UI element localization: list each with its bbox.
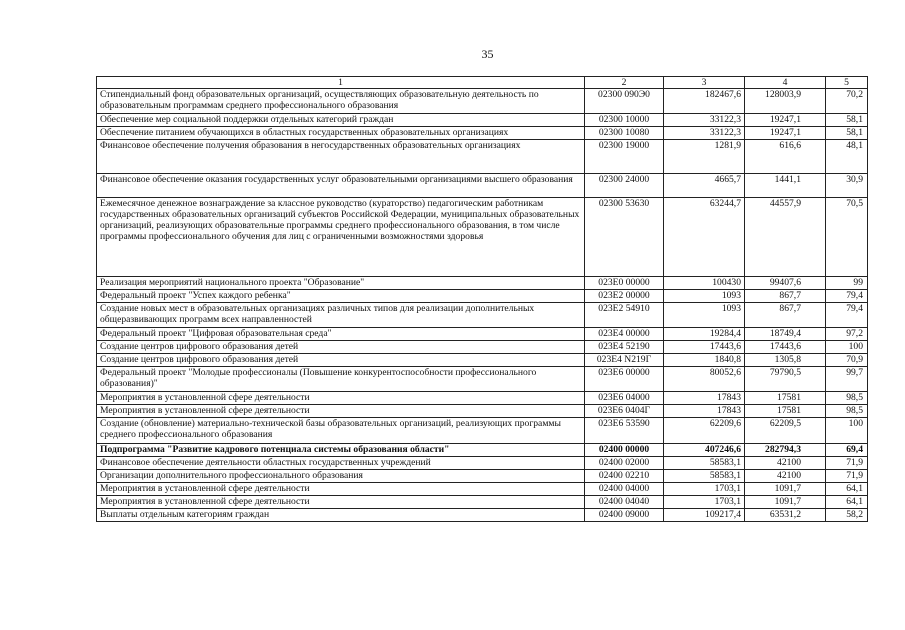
row-percent-cell: 79,4 [826, 290, 868, 303]
row-code-cell: 023Е0 00000 [585, 277, 664, 290]
table-row [97, 114, 868, 127]
row-percent-cell: 79,4 [826, 303, 868, 328]
page-number: 35 [481, 47, 494, 61]
table-row [97, 367, 868, 392]
table-row [97, 290, 868, 303]
table-row [97, 140, 868, 174]
row-name-cell: Мероприятия в установленной сфере деятельности [97, 392, 585, 405]
table-row [97, 89, 868, 114]
row-code-cell: 023Е4 N219Г [585, 354, 664, 367]
row-percent-cell: 64,1 [826, 496, 868, 509]
row-code-cell: 02400 04040 [585, 496, 664, 509]
row-fact-cell: 867,7 [745, 290, 826, 303]
row-name-cell: Мероприятия в установленной сфере деятельности [97, 483, 585, 496]
row-plan-cell: 407246,6 [664, 444, 745, 457]
row-fact-cell: 867,7 [745, 303, 826, 328]
row-percent-cell: 97,2 [826, 328, 868, 341]
table-row [97, 392, 868, 405]
row-plan-cell: 17843 [664, 405, 745, 418]
row-percent-cell: 58,2 [826, 509, 868, 522]
row-plan-cell: 1093 [664, 303, 745, 328]
row-fact-cell: 42100 [745, 470, 826, 483]
row-plan-cell: 1703,1 [664, 483, 745, 496]
table-row [97, 303, 868, 328]
row-name-cell: Создание новых мест в образовательных организациях различных типов для реализации дополнительных общеразвивающих программ всех направленностей [97, 303, 585, 328]
table-header-row [97, 77, 868, 89]
row-name-cell: Обеспечение питанием обучающихся в областных государственных образовательных организациях [97, 127, 585, 140]
row-name-cell: Мероприятия в установленной сфере деятельности [97, 496, 585, 509]
row-plan-cell: 4665,7 [664, 174, 745, 198]
row-fact-cell: 63531,2 [745, 509, 826, 522]
row-plan-cell: 58583,1 [664, 457, 745, 470]
row-code-cell: 02400 02210 [585, 470, 664, 483]
row-code-cell: 023Е2 00000 [585, 290, 664, 303]
table-row [97, 470, 868, 483]
row-fact-cell: 1305,8 [745, 354, 826, 367]
row-name-cell: Федеральный проект "Цифровая образовательная среда" [97, 328, 585, 341]
row-name-cell: Финансовое обеспечение деятельности областных государственных учреждений [97, 457, 585, 470]
row-code-cell: 023Е6 0404Г [585, 405, 664, 418]
row-code-cell: 023Е4 52190 [585, 341, 664, 354]
table-row [97, 341, 868, 354]
row-name-cell: Мероприятия в установленной сфере деятельности [97, 405, 585, 418]
row-plan-cell: 17443,6 [664, 341, 745, 354]
row-fact-cell: 19247,1 [745, 127, 826, 140]
row-code-cell: 02300 10080 [585, 127, 664, 140]
row-code-cell: 02400 00000 [585, 444, 664, 457]
row-code-cell: 023Е6 00000 [585, 367, 664, 392]
row-plan-cell: 1281,9 [664, 140, 745, 174]
row-code-cell: 023Е6 53590 [585, 418, 664, 444]
table-row [97, 405, 868, 418]
row-fact-cell: 19247,1 [745, 114, 826, 127]
row-percent-cell: 98,5 [826, 392, 868, 405]
header-cell: 1 [97, 77, 585, 89]
row-fact-cell: 44557,9 [745, 198, 826, 277]
row-code-cell: 02400 02000 [585, 457, 664, 470]
row-code-cell: 02300 53630 [585, 198, 664, 277]
row-percent-cell: 71,9 [826, 457, 868, 470]
row-percent-cell: 98,5 [826, 405, 868, 418]
header-cell: 2 [585, 77, 664, 89]
row-percent-cell: 58,1 [826, 114, 868, 127]
table-row [97, 174, 868, 198]
row-name-cell: Финансовое обеспечение получения образования в негосударственных образовательных организациях [97, 140, 585, 174]
row-plan-cell: 33122,3 [664, 127, 745, 140]
row-percent-cell: 58,1 [826, 127, 868, 140]
row-name-cell: Подпрограмма "Развитие кадрового потенциала системы образования области" [97, 444, 585, 457]
row-plan-cell: 1840,8 [664, 354, 745, 367]
row-plan-cell: 17843 [664, 392, 745, 405]
row-percent-cell: 70,2 [826, 89, 868, 114]
row-percent-cell: 48,1 [826, 140, 868, 174]
row-percent-cell: 69,4 [826, 444, 868, 457]
row-name-cell: Обеспечение мер социальной поддержки отдельных категорий граждан [97, 114, 585, 127]
header-cell: 4 [745, 77, 826, 89]
table-row [97, 277, 868, 290]
row-name-cell: Организации дополнительного профессионального образования [97, 470, 585, 483]
row-fact-cell: 18749,4 [745, 328, 826, 341]
row-fact-cell: 17581 [745, 392, 826, 405]
row-name-cell: Федеральный проект "Молодые профессионалы (Повышение конкурентоспособности профессионального образования)" [97, 367, 585, 392]
row-fact-cell: 282794,3 [745, 444, 826, 457]
table-row [97, 483, 868, 496]
row-plan-cell: 19284,4 [664, 328, 745, 341]
row-plan-cell: 1093 [664, 290, 745, 303]
row-fact-cell: 79790,5 [745, 367, 826, 392]
table-row [97, 354, 868, 367]
row-code-cell: 02300 10000 [585, 114, 664, 127]
row-fact-cell: 42100 [745, 457, 826, 470]
row-percent-cell: 99 [826, 277, 868, 290]
row-plan-cell: 1703,1 [664, 496, 745, 509]
row-percent-cell: 71,9 [826, 470, 868, 483]
row-percent-cell: 30,9 [826, 174, 868, 198]
row-fact-cell: 1441,1 [745, 174, 826, 198]
row-fact-cell: 99407,6 [745, 277, 826, 290]
row-plan-cell: 109217,4 [664, 509, 745, 522]
row-code-cell: 02300 090Э0 [585, 89, 664, 114]
table-row [97, 496, 868, 509]
row-name-cell: Создание (обновление) материально-технической базы образовательных организаций, реализующих программы среднего профессионального образования [97, 418, 585, 444]
row-name-cell: Создание центров цифрового образования детей [97, 341, 585, 354]
table-row [97, 418, 868, 444]
row-code-cell: 023Е4 00000 [585, 328, 664, 341]
row-name-cell: Финансовое обеспечение оказания государственных услуг образовательными организациями высшего образования [97, 174, 585, 198]
table-row [97, 328, 868, 341]
row-plan-cell: 33122,3 [664, 114, 745, 127]
table-row [97, 198, 868, 277]
row-plan-cell: 182467,6 [664, 89, 745, 114]
row-plan-cell: 58583,1 [664, 470, 745, 483]
row-name-cell: Выплаты отдельным категориям граждан [97, 509, 585, 522]
row-code-cell: 02400 04000 [585, 483, 664, 496]
row-percent-cell: 70,9 [826, 354, 868, 367]
row-fact-cell: 62209,5 [745, 418, 826, 444]
header-cell: 5 [826, 77, 868, 89]
row-fact-cell: 17443,6 [745, 341, 826, 354]
row-plan-cell: 62209,6 [664, 418, 745, 444]
row-name-cell: Стипендиальный фонд образовательных организаций, осуществляющих образовательную деятельность по образовательным программам среднего профессионального образования [97, 89, 585, 114]
table-row [97, 127, 868, 140]
row-percent-cell: 64,1 [826, 483, 868, 496]
row-code-cell: 02300 24000 [585, 174, 664, 198]
row-fact-cell: 1091,7 [745, 483, 826, 496]
table-row [97, 444, 868, 457]
row-plan-cell: 100430 [664, 277, 745, 290]
row-code-cell: 02300 19000 [585, 140, 664, 174]
row-percent-cell: 99,7 [826, 367, 868, 392]
row-fact-cell: 17581 [745, 405, 826, 418]
row-percent-cell: 70,5 [826, 198, 868, 277]
row-name-cell: Федеральный проект "Успех каждого ребенка" [97, 290, 585, 303]
row-name-cell: Ежемесячное денежное вознаграждение за классное руководство (кураторство) педагогическим работникам государственных образовательных организаций субъектов Российской Федерации, муниципальных образовательных организаций, реализующих образовательные программы среднего профессионального образования, в том числе программы профессионального обучения для лиц с ограниченными возможностями здоровья [97, 198, 585, 277]
row-name-cell: Создание центров цифрового образования детей [97, 354, 585, 367]
row-code-cell: 023Е2 54910 [585, 303, 664, 328]
row-name-cell: Реализация мероприятий национального проекта "Образование" [97, 277, 585, 290]
row-fact-cell: 128003,9 [745, 89, 826, 114]
table-row [97, 509, 868, 522]
header-cell: 3 [664, 77, 745, 89]
row-plan-cell: 63244,7 [664, 198, 745, 277]
row-fact-cell: 616,6 [745, 140, 826, 174]
row-code-cell: 023Е6 04000 [585, 392, 664, 405]
row-fact-cell: 1091,7 [745, 496, 826, 509]
row-percent-cell: 100 [826, 341, 868, 354]
table-row [97, 457, 868, 470]
budget-execution-table [96, 76, 868, 522]
row-code-cell: 02400 09000 [585, 509, 664, 522]
row-percent-cell: 100 [826, 418, 868, 444]
row-plan-cell: 80052,6 [664, 367, 745, 392]
